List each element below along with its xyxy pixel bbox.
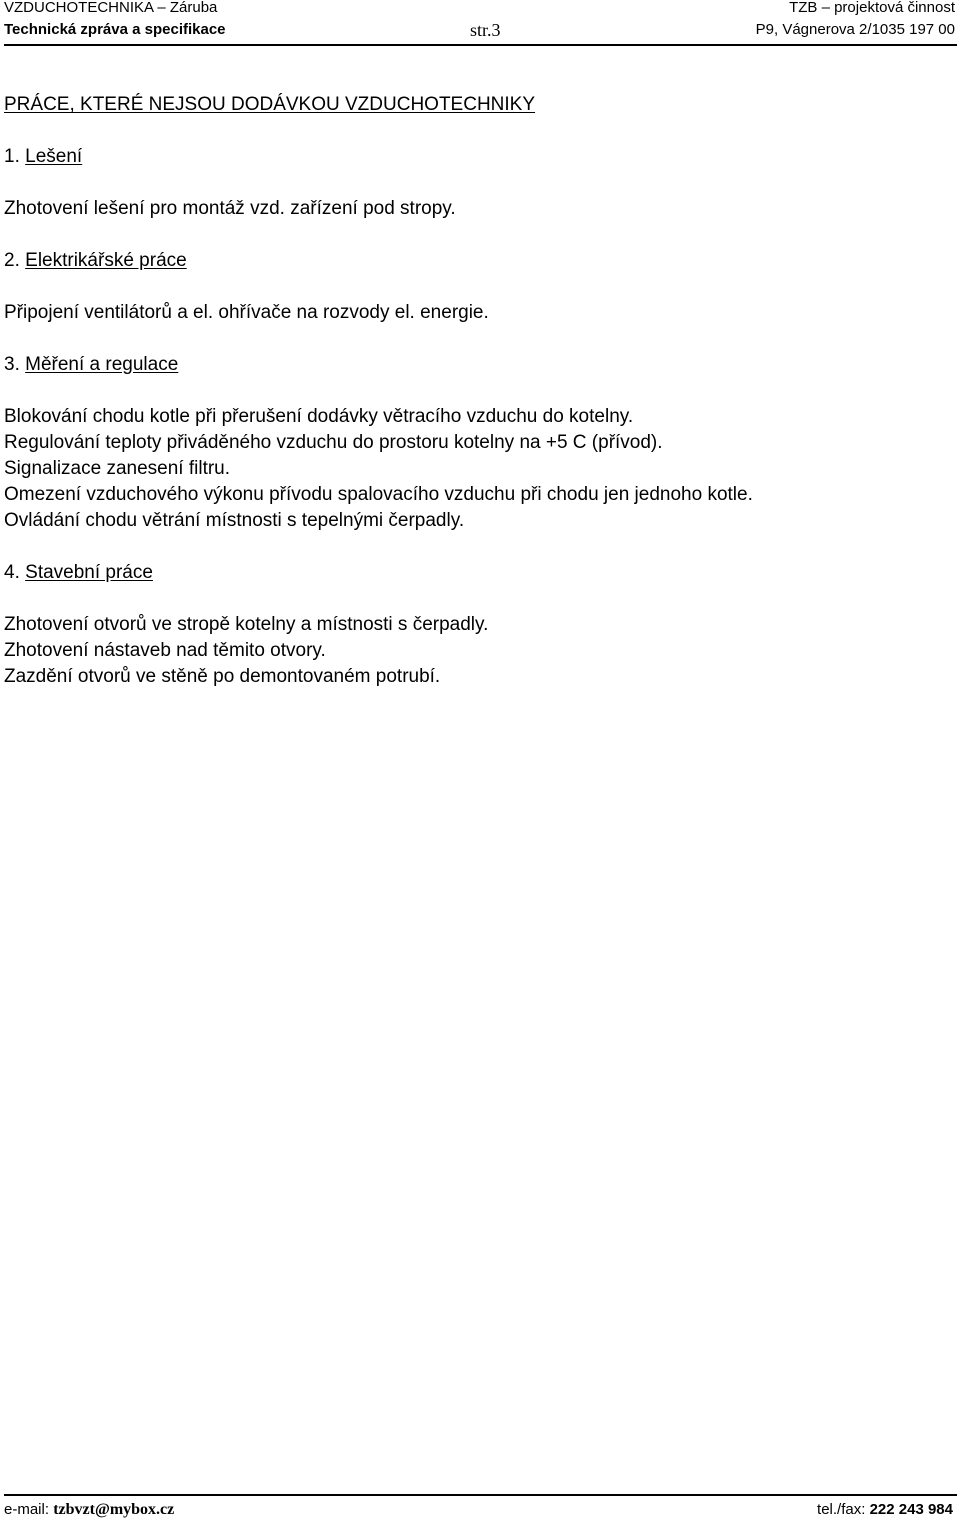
section-4-line: Zhotovení otvorů ve stropě kotelny a místnosti s čerpadly. xyxy=(4,614,489,635)
section-4-line: Zhotovení nástaveb nad těmito otvory. xyxy=(4,640,326,661)
document-body xyxy=(4,92,954,690)
section-number: 1. xyxy=(4,146,20,167)
footer-email xyxy=(4,1500,174,1520)
page-footer xyxy=(4,1494,957,1524)
email-link[interactable]: tzbvzt@mybox.cz xyxy=(53,1501,175,1518)
email-label: e-mail: xyxy=(4,1501,50,1518)
section-heading-3 xyxy=(4,352,954,378)
section-number: 3. xyxy=(4,354,20,375)
section-title: Elektrikářské práce xyxy=(25,250,187,271)
header-address: P9, Vágnerova 2/1035 197 00 xyxy=(755,21,955,38)
section-2-line: Připojení ventilátorů a el. ohřívače na rozvody el. energie. xyxy=(4,302,489,323)
header-company: VZDUCHOTECHNIKA – Záruba xyxy=(4,0,218,16)
section-3-line: Regulování teploty přiváděného vzduchu do prostoru kotelny na +5 C (přívod). xyxy=(4,432,663,453)
section-heading-4 xyxy=(4,560,954,586)
section-3-line: Blokování chodu kotle při přerušení dodávky větracího vzduchu do kotelny. xyxy=(4,406,634,427)
header-page-number: str.3 xyxy=(470,20,501,40)
section-heading-1 xyxy=(4,144,954,170)
phone-number: 222 243 984 xyxy=(869,1501,953,1518)
header-doc-title: Technická zpráva a specifikace xyxy=(4,21,226,38)
section-number: 2. xyxy=(4,250,20,271)
section-title: Lešení xyxy=(25,146,83,167)
section-title: Stavební práce xyxy=(25,562,153,583)
section-4-line: Zazdění otvorů ve stěně po demontovaném potrubí. xyxy=(4,666,441,687)
section-3-line: Omezení vzduchového výkonu přívodu spalovacího vzduchu při chodu jen jednoho kotle. xyxy=(4,484,753,505)
main-heading: PRÁCE, KTERÉ NEJSOU DODÁVKOU VZDUCHOTECHNIKY xyxy=(4,94,536,115)
section-1-line: Zhotovení lešení pro montáž vzd. zařízení pod stropy. xyxy=(4,198,456,219)
header-firm: TZB – projektová činnost xyxy=(789,0,955,16)
page-header xyxy=(4,0,957,46)
phone-label: tel./fax: xyxy=(817,1501,866,1518)
section-title: Měření a regulace xyxy=(25,354,179,375)
section-heading-2 xyxy=(4,248,954,274)
section-number: 4. xyxy=(4,562,20,583)
section-3-line: Ovládání chodu větrání místnosti s tepelnými čerpadly. xyxy=(4,510,465,531)
section-3-line: Signalizace zanesení filtru. xyxy=(4,458,231,479)
footer-phone xyxy=(817,1500,953,1520)
